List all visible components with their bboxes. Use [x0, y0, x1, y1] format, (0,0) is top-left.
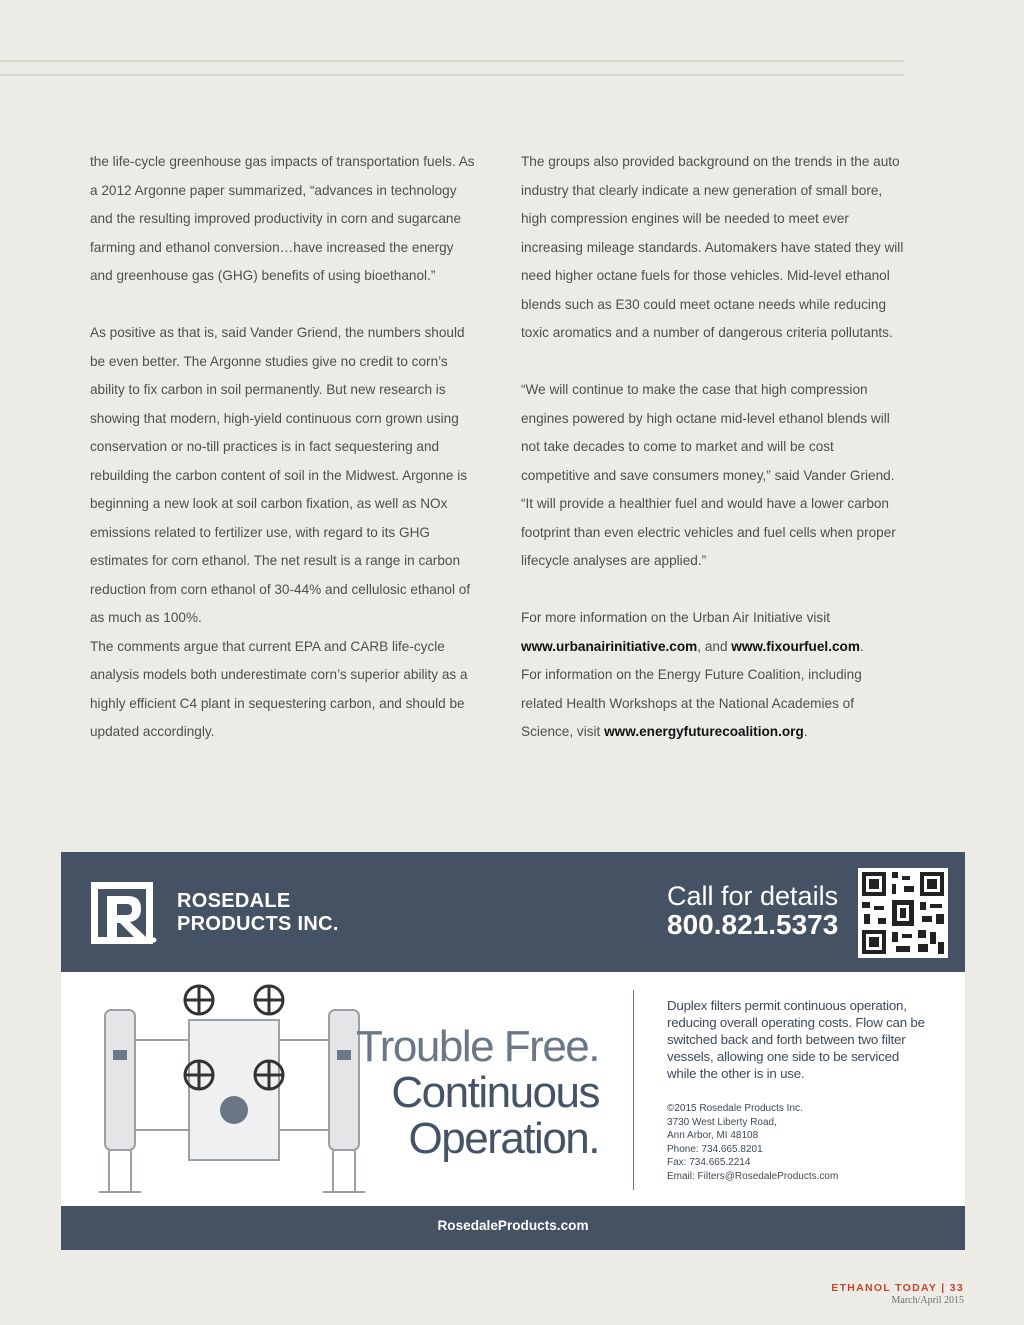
article-column-left	[90, 148, 475, 747]
call-label: Call for details	[667, 881, 839, 911]
paragraph: “We will continue to make the case that high compression engines powered by high octane mid-level ethanol blends will not take decades to come to market and will be cost competitive and save consumers money,” said Vander Griend. “It will provide a healthier fuel and would have a lower carbon footprint than even electric vehicles and fuel cells when proper lifecycle analyses are applied.”	[521, 382, 896, 568]
qr-code-icon[interactable]	[858, 868, 948, 958]
duplex-filter-image	[89, 980, 379, 1198]
text: .	[803, 724, 808, 739]
text: .	[859, 638, 864, 654]
contact-line: 3730 West Liberty Road,	[667, 1116, 777, 1128]
paragraph: The comments argue that current EPA and CARB life-cycle analysis models both underestimate corn’s superior ability as a highly efficient C4 plant in sequestering carbon, and should be updated accordingly.	[90, 638, 468, 739]
text: For information on the Energy Future Coalition, including related Health Workshops at the National Academies of Science, visit	[521, 667, 862, 739]
contact-line: Ann Arbor, MI 48108	[667, 1130, 759, 1141]
ad-website-link[interactable]: RosedaleProducts.com	[437, 1218, 589, 1233]
rosedale-logo-icon	[91, 882, 157, 944]
contact-line: Fax: 734.665.2214	[667, 1157, 751, 1168]
paragraph: As positive as that is, said Vander Griend, the numbers should be even better. The Argonne studies give no credit to corn’s ability to fix carbon in soil permanently. But new research is showing that modern, high-yield continuous corn grown using conservation or no-till practices is in fact sequestering and rebuilding the carbon content of soil in the Midwest. Argonne is beginning a new look at soil carbon fixation, as well as NOx emissions related to fertilizer use, with regard to its GHG estimates for corn ethanol. The net result is a range in carbon reduction from corn ethanol of 30-44% and cellulosic ethanol of as much as 100%.	[90, 325, 471, 625]
paragraph	[521, 661, 906, 747]
ad-header-band	[61, 852, 965, 972]
link-urbanair[interactable]: www.urbanairinitiative.com	[521, 638, 698, 654]
ad-contact-block	[667, 1102, 838, 1183]
text: For more information on the Urban Air Initiative visit	[521, 610, 831, 625]
brand-line: PRODUCTS INC.	[177, 913, 339, 935]
paragraph	[521, 604, 906, 661]
contact-line[interactable]: Email: Filters@RosedaleProducts.com	[667, 1170, 839, 1182]
page-footer	[831, 1282, 964, 1306]
ad-footer-band	[61, 1206, 965, 1250]
article-column-right	[521, 148, 906, 747]
phone-number[interactable]: 800.821.5373	[667, 909, 839, 940]
link-fixourfuel[interactable]: www.fixourfuel.com	[731, 638, 860, 654]
header-rule-top	[0, 60, 904, 62]
headline-line: Continuous	[391, 1068, 599, 1117]
issue-date: March/April 2015	[891, 1295, 964, 1306]
paragraph: The groups also provided background on the trends in the auto industry that clearly indicate a new generation of small bore, high compression engines will be needed to meet ever increasing mileage standards. Automakers have stated they will need higher octane fuels for those vehicles. Mid-level ethanol blends such as E30 could meet octane needs while reducing toxic aromatics and a number of dangerous criteria pollutants.	[521, 154, 904, 340]
publication-page-number: ETHANOL TODAY | 33	[831, 1282, 964, 1294]
text: , and	[697, 638, 732, 654]
divider	[633, 990, 634, 1190]
ad-headline	[356, 1024, 599, 1162]
rosedale-advertisement[interactable]	[61, 852, 965, 1250]
contact-line: ©2015 Rosedale Products Inc.	[667, 1103, 803, 1114]
brand-line: ROSEDALE	[177, 890, 291, 912]
header-rule-bottom	[0, 74, 904, 76]
brand-name	[177, 890, 339, 936]
paragraph: the life-cycle greenhouse gas impacts of transportation fuels. As a 2012 Argonne paper summarized, “advances in technology and the resulting improved productivity in corn and sugarcane farming and ethanol conversion…have increased the energy and greenhouse gas (GHG) benefits of using bioethanol.”	[90, 154, 475, 283]
headline-line: Operation.	[408, 1114, 599, 1163]
ad-description: Duplex filters permit continuous operation, reducing overall operating costs. Flow can be switched back and forth between two filter vessels, allowing one side to be serviced while the other is in use.	[667, 998, 925, 1081]
headline-line: Trouble Free.	[356, 1022, 599, 1071]
contact-line: Phone: 734.665.8201	[667, 1143, 763, 1155]
link-energyfuture[interactable]: www.energyfuturecoalition.org	[604, 724, 804, 739]
